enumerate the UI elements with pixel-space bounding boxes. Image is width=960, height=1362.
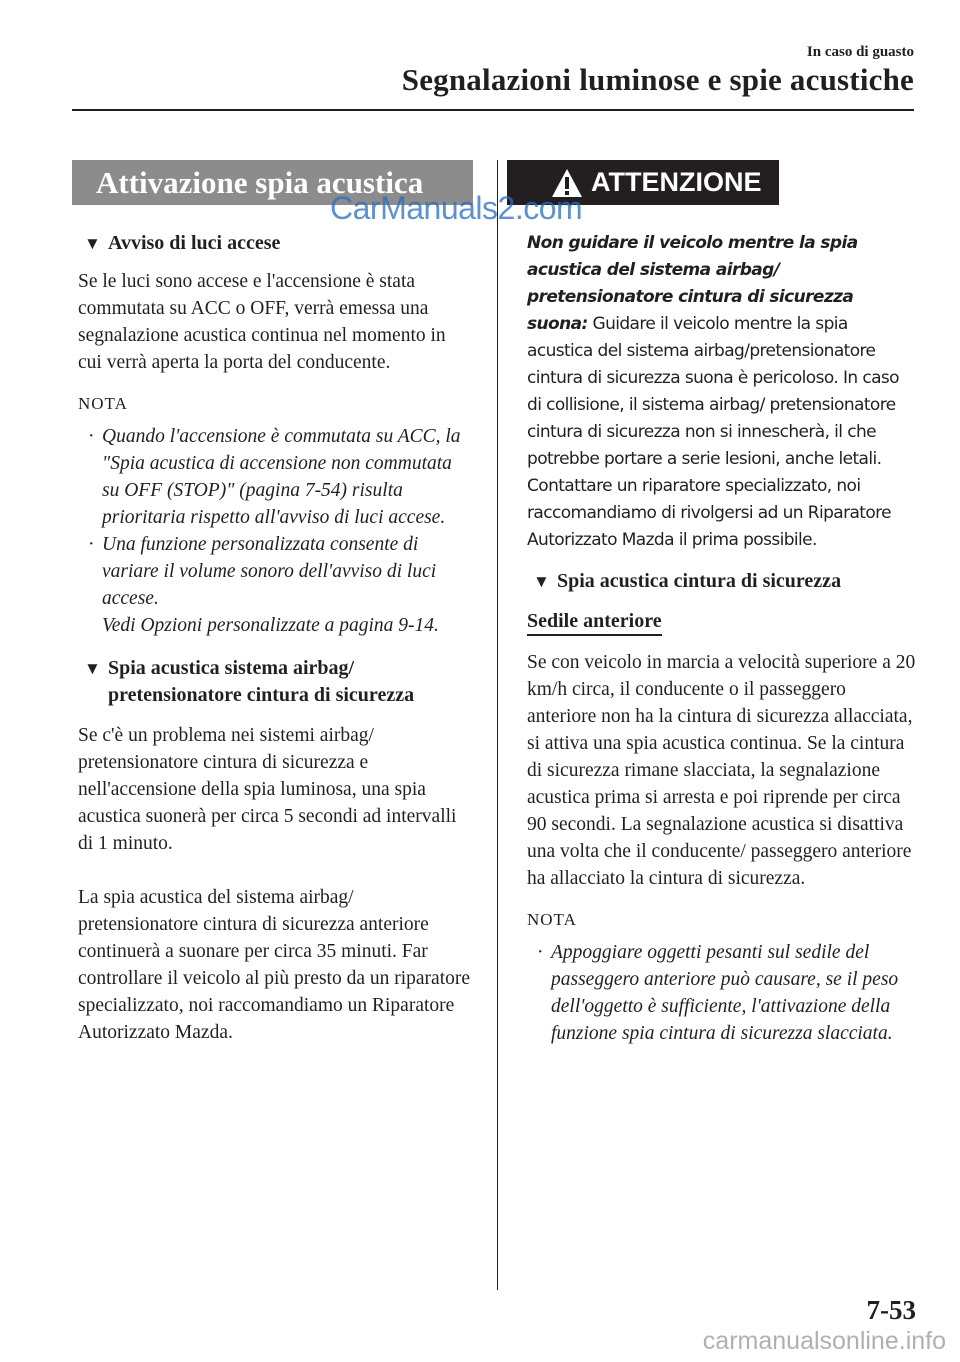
cintura-body: Se con veicolo in marcia a velocità superiore a 20 km/h circa, il conducente o il passeggero anteriore non ha la cintura di sicurezza allacciata, si attiva una spia acustica continua. Se la cintura di sicurezza rimane slacciata, la segnalazione acustica prima si arresta e poi riprende per circa 90 secondi. La segnalazione acustica si disattiva una volta che il conducente/ passeggero anteriore ha allacciato la cintura di sicurezza. bbox=[527, 652, 916, 889]
triangle-down-icon: ▼ bbox=[84, 234, 101, 253]
left-column bbox=[78, 160, 473, 1046]
section-title-banner: Attivazione spia acustica bbox=[72, 160, 473, 205]
airbag-body-1: Se c'è un problema nei sistemi airbag/ pretensionatore cintura di sicurezza e nell'accensione della spia luminosa, una spia acustica suonerà per circa 5 secondi ad intervalli di 1 minuto. bbox=[78, 725, 457, 854]
heading-airbag bbox=[78, 655, 473, 709]
heading-luci-accese-text: Avviso di luci accese bbox=[108, 232, 281, 254]
warning-body-text: Guidare il veicolo mentre la spia acustica del sistema airbag/pretensionatore cintura di sicurezza suona è pericoloso. In caso di collisione, il sistema airbag/ pretensionatore cintura di sicurezza non si innescherà, il che potrebbe portare a serie lesioni, anche letali. Contattare un riparatore specializzato, noi raccomandiamo di rivolgersi ad un Riparatore Autorizzato Mazda il prima possibile. bbox=[527, 314, 899, 550]
triangle-down-icon: ▼ bbox=[84, 659, 101, 678]
right-column bbox=[527, 160, 917, 1047]
watermark-top: CarManuals2.com bbox=[330, 190, 583, 226]
note-item bbox=[527, 939, 917, 1047]
warning-label: ATTENZIONE bbox=[591, 167, 762, 197]
bullet-icon: · bbox=[88, 534, 95, 555]
column-divider bbox=[497, 160, 498, 1290]
note-text-reference: Vedi Opzioni personalizzate a pagina 9-14. bbox=[102, 615, 439, 636]
nota-label: NOTA bbox=[527, 910, 577, 929]
header-rule bbox=[72, 109, 914, 111]
luci-accese-body: Se le luci sono accese e l'accensione è stata commutata su ACC o OFF, verrà emessa una segnalazione acustica continua nel momento in cui verrà aperta la porta del conducente. bbox=[78, 271, 446, 373]
note-text: Una funzione personalizzata consente di variare il volume sonoro dell'avviso di luci accese. bbox=[102, 534, 437, 609]
note-item bbox=[78, 423, 473, 531]
subheading-wrapper bbox=[527, 608, 917, 636]
nota-label: NOTA bbox=[78, 394, 128, 413]
airbag-body-2: La spia acustica del sistema airbag/ pretensionatore cintura di sicurezza anteriore continuerà a suonare per circa 35 minuti. Far controllare il veicolo al più presto da un riparatore specializzato, noi raccomandiamo un Riparatore Autorizzato Mazda. bbox=[78, 887, 471, 1043]
subheading-sedile-anteriore: Sedile anteriore bbox=[527, 608, 662, 636]
note-item bbox=[78, 531, 473, 639]
heading-cintura-text: Spia acustica cintura di sicurezza bbox=[557, 570, 842, 592]
heading-luci-accese bbox=[78, 230, 473, 257]
bullet-icon: · bbox=[537, 942, 544, 963]
heading-cintura bbox=[527, 568, 917, 595]
page-number: 7-53 bbox=[866, 1295, 916, 1325]
heading-airbag-text: Spia acustica sistema airbag/ pretensionatore cintura di sicurezza bbox=[108, 657, 415, 706]
bullet-icon: · bbox=[88, 426, 95, 447]
triangle-down-icon: ▼ bbox=[533, 572, 550, 591]
note-text: Quando l'accensione è commutata su ACC, la "Spia acustica di accensione non commutata su OFF (STOP)" (pagina 7-54) risulta prioritaria rispetto all'avviso di luci accese. bbox=[102, 426, 461, 528]
warning-text bbox=[527, 230, 917, 554]
warning-bold-text: Non guidare il veicolo mentre la spia acustica del sistema airbag/ pretensionatore cintura di sicurezza suona: bbox=[527, 233, 858, 334]
note-text: Appoggiare oggetti pesanti sul sedile del passeggero anteriore può causare, se il peso dell'oggetto è sufficiente, l'attivazione della funzione spia cintura di sicurezza slacciata. bbox=[551, 942, 899, 1044]
chapter-label: In caso di guasto bbox=[806, 44, 914, 60]
watermark-bottom: carmanualsonline.info bbox=[702, 1327, 946, 1355]
page-header-title: Segnalazioni luminose e spie acustiche bbox=[401, 62, 914, 97]
